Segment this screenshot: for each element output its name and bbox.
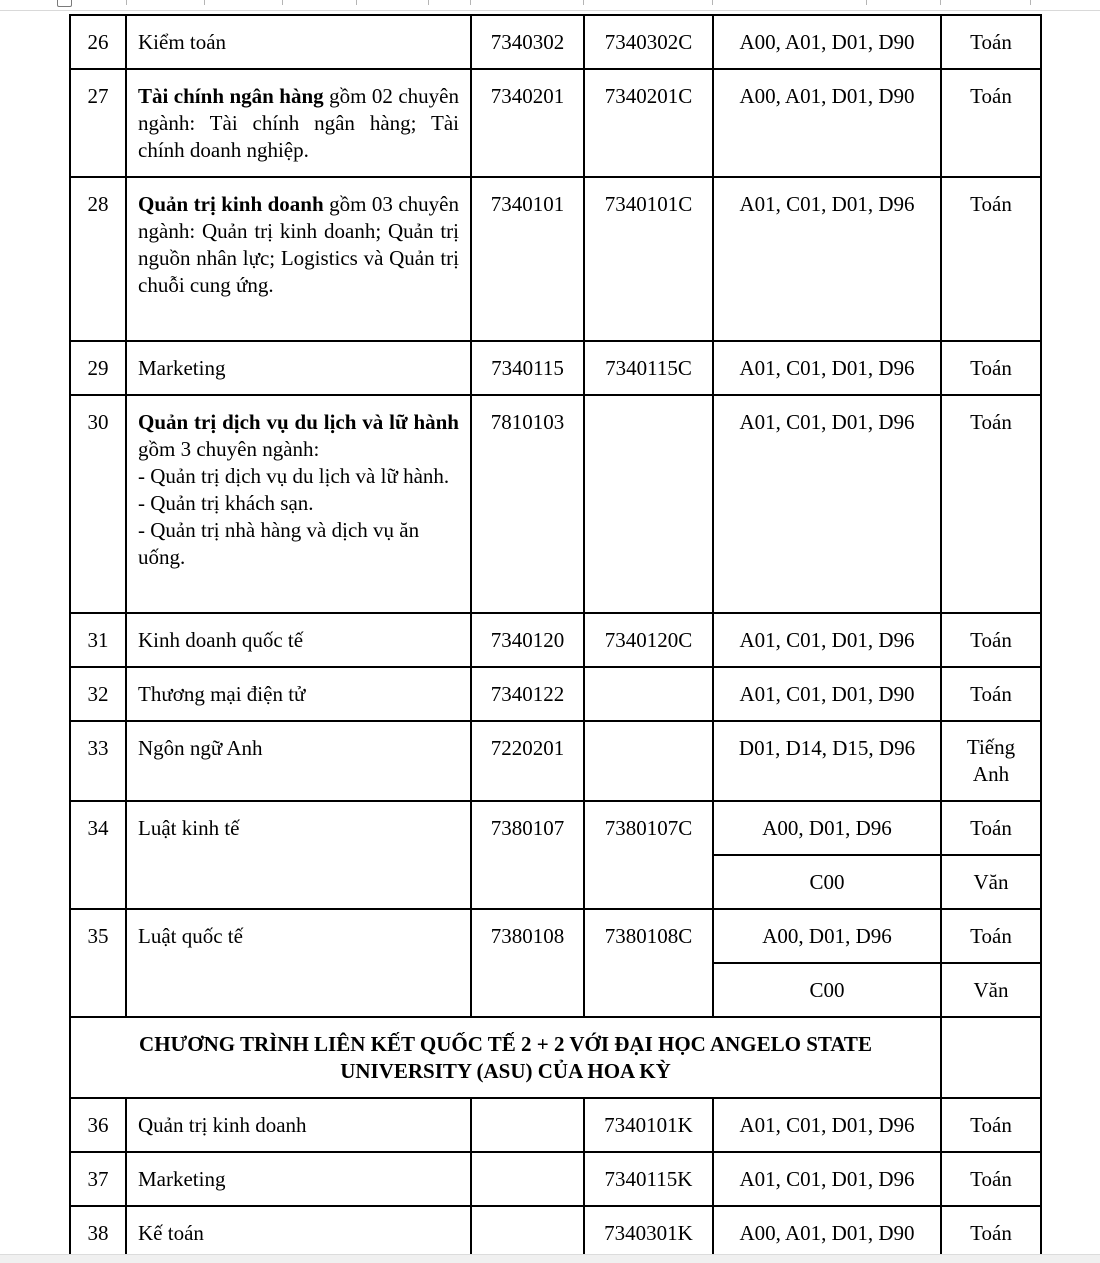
- row-number: 31: [70, 613, 126, 667]
- admissions-table: [69, 14, 1042, 1261]
- ruler-tick: [583, 0, 584, 5]
- row-number: 34: [70, 801, 126, 909]
- program-code: 7220201: [471, 721, 584, 801]
- table-row: [70, 909, 1041, 963]
- subject-combination: D01, D14, D15, D96: [713, 721, 941, 801]
- main-subject: Toán: [941, 1098, 1041, 1152]
- program-code: 7340201: [471, 69, 584, 177]
- main-subject: Toán: [941, 395, 1041, 613]
- program-code: 7380108: [471, 909, 584, 1017]
- ruler-tick: [126, 0, 127, 5]
- subject-combination: A01, C01, D01, D96: [713, 1152, 941, 1206]
- table-row: [70, 801, 1041, 855]
- program-name: [126, 15, 471, 69]
- ruler-tick: [282, 0, 283, 5]
- program-name: Thương mại điện tử: [126, 667, 471, 721]
- program-code-alt: [584, 721, 713, 801]
- program-code-alt: 7340201C: [584, 69, 713, 177]
- ruler-tick: [428, 0, 429, 5]
- subject-combination: A01, C01, D01, D96: [713, 341, 941, 395]
- ruler-tick: [470, 0, 471, 5]
- program-name-text: gồm 02 chuyên ngành: Tài chính ngân hàng; Tài chính doanh nghiệp.: [138, 84, 459, 162]
- main-subject: Toán: [941, 69, 1041, 177]
- row-number: 27: [70, 69, 126, 177]
- row-number: 36: [70, 1098, 126, 1152]
- program-code: 7340122: [471, 667, 584, 721]
- main-subject: Văn: [941, 963, 1041, 1017]
- program-code-alt: 7340301K: [584, 1206, 713, 1260]
- section-heading: CHƯƠNG TRÌNH LIÊN KẾT QUỐC TẾ 2 + 2 VỚI ĐẠI HỌC ANGELO STATE UNIVERSITY (ASU) CỦA HOA KỲ: [70, 1017, 941, 1098]
- program-name-text: Marketing: [138, 356, 226, 380]
- program-code: [471, 1206, 584, 1260]
- program-name: [126, 395, 471, 613]
- subject-combination: A00, A01, D01, D90: [713, 1206, 941, 1260]
- program-code: 7340302: [471, 15, 584, 69]
- main-subject: Toán: [941, 177, 1041, 341]
- subject-combination: A00, D01, D96: [713, 909, 941, 963]
- program-name: Kế toán: [126, 1206, 471, 1260]
- row-number: 26: [70, 15, 126, 69]
- program-name: [126, 177, 471, 341]
- table-row: [70, 341, 1041, 395]
- program-code: [471, 1098, 584, 1152]
- program-code-alt: [584, 395, 713, 613]
- subject-combination: A00, D01, D96: [713, 801, 941, 855]
- program-code-alt: 7340120C: [584, 613, 713, 667]
- table-row: [70, 1206, 1041, 1260]
- ruler-tick: [356, 0, 357, 5]
- main-subject: Văn: [941, 855, 1041, 909]
- subject-combination: C00: [713, 963, 941, 1017]
- main-subject: Toán: [941, 801, 1041, 855]
- table-row: [70, 1152, 1041, 1206]
- program-code: 7340120: [471, 613, 584, 667]
- empty-cell: [941, 1017, 1041, 1098]
- main-subject: Toán: [941, 341, 1041, 395]
- program-name: Quản trị kinh doanh: [126, 1098, 471, 1152]
- row-number: 29: [70, 341, 126, 395]
- program-code: 7340101: [471, 177, 584, 341]
- main-subject: Toán: [941, 667, 1041, 721]
- ruler-tick: [940, 0, 941, 5]
- program-code: 7380107: [471, 801, 584, 909]
- ruler-tick: [204, 0, 205, 5]
- main-subject: Tiếng Anh: [941, 721, 1041, 801]
- ruler-tick: [712, 0, 713, 5]
- program-code-alt: 7340101C: [584, 177, 713, 341]
- row-number: 30: [70, 395, 126, 613]
- main-subject: Toán: [941, 15, 1041, 69]
- subject-combination: A01, C01, D01, D90: [713, 667, 941, 721]
- program-name-text: gồm 3 chuyên ngành:: [138, 437, 320, 461]
- program-code: 7340115: [471, 341, 584, 395]
- program-name: Kinh doanh quốc tế: [126, 613, 471, 667]
- table-row: [70, 613, 1041, 667]
- program-name-bold: Quản trị kinh doanh: [138, 192, 324, 216]
- main-subject: Toán: [941, 1152, 1041, 1206]
- section-heading-row: [70, 1017, 1041, 1098]
- table-row: [70, 15, 1041, 69]
- table-row: [70, 395, 1041, 613]
- program-code-alt: 7340115K: [584, 1152, 713, 1206]
- subject-combination: A01, C01, D01, D96: [713, 613, 941, 667]
- program-name: Marketing: [126, 1152, 471, 1206]
- main-subject: Toán: [941, 909, 1041, 963]
- specialization-line: - Quản trị nhà hàng và dịch vụ ăn uống.: [138, 518, 420, 569]
- table-row: [70, 1098, 1041, 1152]
- program-name: Luật kinh tế: [126, 801, 471, 909]
- program-code-alt: 7340115C: [584, 341, 713, 395]
- specialization-line: - Quản trị khách sạn.: [138, 491, 314, 515]
- table-row: [70, 721, 1041, 801]
- main-subject: Toán: [941, 1206, 1041, 1260]
- indent-marker-icon[interactable]: [57, 0, 72, 7]
- program-name: [126, 69, 471, 177]
- row-number: 33: [70, 721, 126, 801]
- ruler-bar: [0, 0, 1100, 11]
- row-number: 32: [70, 667, 126, 721]
- table-row: [70, 177, 1041, 341]
- program-name-text: gồm 03 chuyên ngành: Quản trị kinh doanh; Quản trị nguồn nhân lực; Logistics và Quản trị chuỗi cung ứng.: [138, 192, 459, 297]
- row-number: 28: [70, 177, 126, 341]
- subject-combination: C00: [713, 855, 941, 909]
- program-code-alt: 7380108C: [584, 909, 713, 1017]
- ruler-tick: [1030, 0, 1031, 5]
- main-subject: Toán: [941, 613, 1041, 667]
- subject-combination: A00, A01, D01, D90: [713, 15, 941, 69]
- ruler-tick: [866, 0, 867, 5]
- table-row: [70, 69, 1041, 177]
- row-number: 37: [70, 1152, 126, 1206]
- subject-combination: A01, C01, D01, D96: [713, 1098, 941, 1152]
- specialization-line: - Quản trị dịch vụ du lịch và lữ hành.: [138, 464, 450, 488]
- row-number: 38: [70, 1206, 126, 1260]
- program-code-alt: 7340302C: [584, 15, 713, 69]
- table-row: [70, 667, 1041, 721]
- subject-combination: A00, A01, D01, D90: [713, 69, 941, 177]
- program-name-bold: Quản trị dịch vụ du lịch và lữ hành: [138, 410, 459, 434]
- program-name-text: Kiểm toán: [138, 30, 227, 54]
- program-code: 7810103: [471, 395, 584, 613]
- program-name: Ngôn ngữ Anh: [126, 721, 471, 801]
- program-code: [471, 1152, 584, 1206]
- program-name: Luật quốc tế: [126, 909, 471, 1017]
- subject-combination: A01, C01, D01, D96: [713, 395, 941, 613]
- program-name-bold: Tài chính ngân hàng: [138, 84, 324, 108]
- program-name: [126, 341, 471, 395]
- program-code-alt: [584, 667, 713, 721]
- program-code-alt: 7380107C: [584, 801, 713, 909]
- program-code-alt: 7340101K: [584, 1098, 713, 1152]
- program-name-heading: [138, 409, 459, 463]
- subject-combination: A01, C01, D01, D96: [713, 177, 941, 341]
- row-number: 35: [70, 909, 126, 1017]
